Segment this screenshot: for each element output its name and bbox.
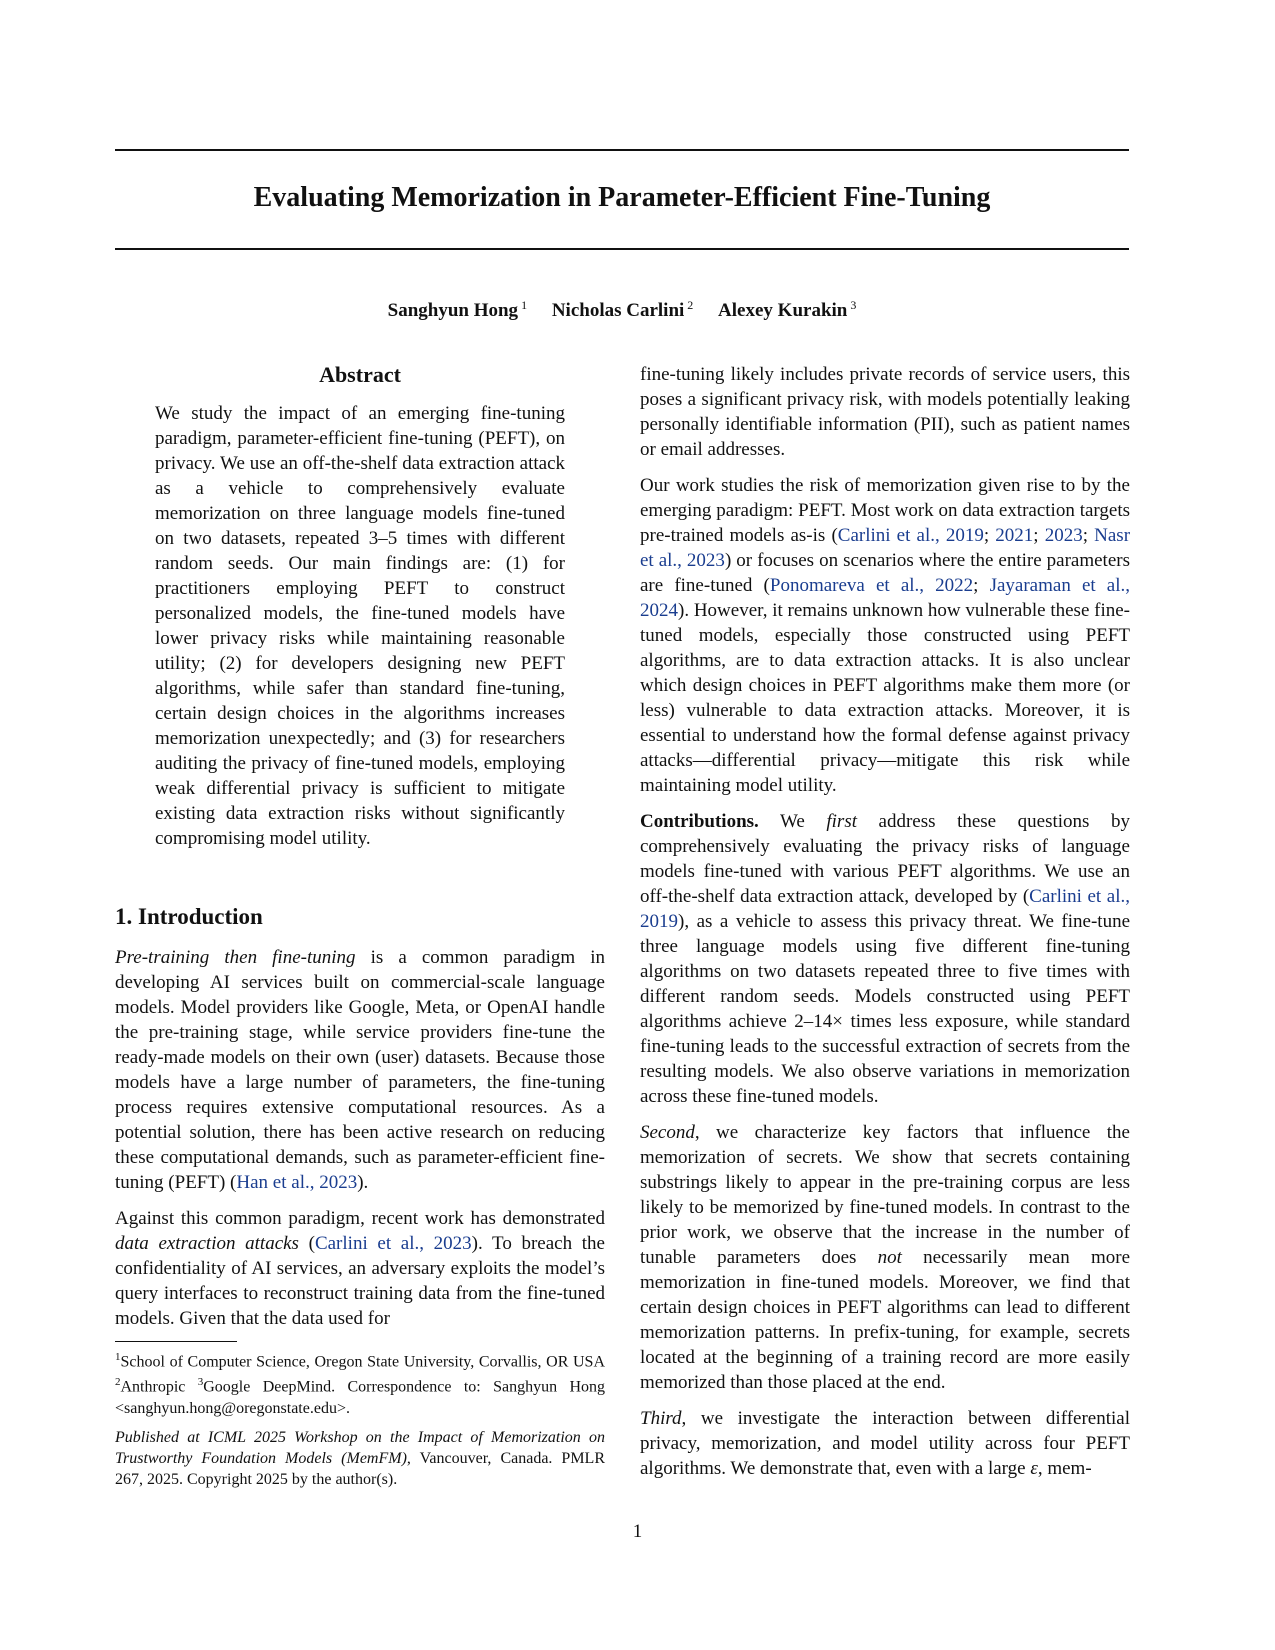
affiliation-footnote: $^1$School of Computer Science, Oregon State University, Corvallis, OR USA $^2$Anthropic $^3$Google DeepMind. Correspondence to: Sanghyun Hong <sanghyun.hong@oregonstate.edu>. [115, 1351, 606, 1417]
page-number: 1 [632, 1521, 643, 1542]
title-rule-top [115, 149, 1129, 151]
citation-link[interactable]: Han et al., 2023 [236, 1172, 358, 1193]
paper-title: Evaluating Memorization in Parameter-Efficient Fine-Tuning [253, 182, 991, 213]
publication-note: Published at ICML 2025 Workshop on the Impact of Memorization on Trustworthy Foundation Models (MemFM), Vancouver, Canada. PMLR 267, 2025. Copyright 2025 by the author(s). [115, 1429, 605, 1488]
second-paragraph: Second, we characterize key factors that influence the memorization of secrets. We show that secrets containing substrings likely to appear in the pre-training corpus are less likely to be memorized by fine-tuned models. In contrast to the prior work, we observe that the increase in the number of tunable parameters does not necessarily mean more memorization in fine-tuned models. Moreover, we find that certain design choices in PEFT algorithms can lead to different memorization patterns. In prefix-tuning, for example, secrets located at the beginning of a training record are more easily memorized than those placed at the end. [640, 1122, 1130, 1393]
abstract-heading: Abstract [319, 362, 401, 387]
author-list [115, 292, 1129, 324]
right-paragraph-2: Our work studies the risk of memorization given rise to by the emerging paradigm: PEFT. Most work on data extraction targets pre-trained models as-is (Carlini et al., 2019; 2021; 2023; Nasr et al., 2023) or focuses on scenarios where the entire parameters are fine-tuned (Ponomareva et al., 2022; Jayaraman et al., 2024). However, it remains unknown how vulnerable these fine-tuned models, especially those constructed using PEFT algorithms, are to data extraction attacks. It is also unclear which design choices in PEFT algorithms make them more (or less) vulnerable to data extraction attacks. Moreover, it is essential to understand how the formal defense against privacy attacks—differential privacy—mitigate this risk while maintaining model utility. [640, 475, 1131, 796]
title-rule-bottom [115, 248, 1129, 250]
intro-paragraph-2: Against this common paradigm, recent work has demonstrated data extraction attacks (Carlini et al., 2023). To breach the confidentiality of AI services, an adversary exploits the model’s query interfaces to reconstruct training data from the fine-tuned models. Given that the data used for [115, 1208, 605, 1329]
citation-link[interactable]: Carlini et al., 2019 [837, 525, 984, 546]
left-column-body [115, 945, 605, 1342]
intro-paragraph-1: Pre-training then fine-tuning is a common paradigm in developing AI services built on commercial-scale language models. Model providers like Google, Meta, or OpenAI handle the pre-training stage, while service providers fine-tune the ready-made models on their own (user) datasets. Because those models have a large number of parameters, the fine-tuning process requires extensive computational resources. As a potential solution, there has been active research on reducing these computational demands, such as parameter-efficient fine-tuning (PEFT) (Han et al., 2023). [115, 947, 605, 1193]
author: Sanghyun Hong $^1$ [387, 298, 528, 322]
citation-link[interactable]: Carlini et al., 2023 [314, 1233, 472, 1254]
citation-link[interactable]: Ponomareva et al., 2022 [769, 575, 974, 596]
footnote-rule [115, 1341, 237, 1342]
citation-link[interactable]: Jayaraman et al., 2024 [640, 575, 1131, 621]
abstract-text: We study the impact of an emerging fine-tuning paradigm, parameter-efficient fine-tuning (PEFT), on privacy. We use an off-the-shelf data extraction attack as a vehicle to comprehensively evaluate memorization on three language models fine-tuned on two datasets, repeated 3–5 times with different random seeds. Our main findings are: (1) for practitioners employing PEFT to construct personalized models, the fine-tuned models have lower privacy risks while maintaining reasonable utility; (2) for developers designing new PEFT algorithms, while safer than standard fine-tuning, certain design choices in the algorithms increases memorization unexpectedly; and (3) for researchers auditing the privacy of fine-tuned models, employing weak differential privacy is sufficient to mitigate existing data extraction risks without significantly compromising model utility. [155, 403, 565, 849]
right-paragraph-1: fine-tuning likely includes private records of service users, this poses a significant privacy risk, with models potentially leaking personally identifiable information (PII), such as patient names or email addresses. [640, 364, 1130, 460]
author: Nicholas Carlini $^2$ [551, 298, 694, 322]
citation-link[interactable]: Carlini et al., 2019 [640, 886, 1130, 932]
citation-link[interactable]: 2023 [1044, 525, 1083, 546]
third-paragraph: Third, we investigate the interaction between differential privacy, memorization, and model utility across four PEFT algorithms. We demonstrate that, even with a large ε, mem- [640, 1408, 1130, 1479]
contributions-paragraph: Contributions. We first address these questions by comprehensively evaluating the privacy risks of language models fine-tuned with various PEFT algorithms. We use an off-the-shelf data extraction attack, developed by (Carlini et al., 2019), as a vehicle to assess this privacy threat. We fine-tune three language models using five different fine-tuning algorithms on two datasets repeated three to five times with different random seeds. Models constructed using PEFT algorithms achieve 2–14× times less exposure, while standard fine-tuning leads to the successful extraction of secrets from the resulting models. We also observe variations in memorization across these fine-tuned models. [640, 811, 1130, 1107]
citation-link[interactable]: Nasr et al., 2023 [640, 525, 1131, 571]
right-column-body [640, 362, 1130, 1492]
section-heading-introduction: 1. Introduction [115, 904, 263, 929]
author: Alexey Kurakin $^3$ [718, 298, 857, 322]
citation-link[interactable]: 2021 [995, 525, 1034, 546]
